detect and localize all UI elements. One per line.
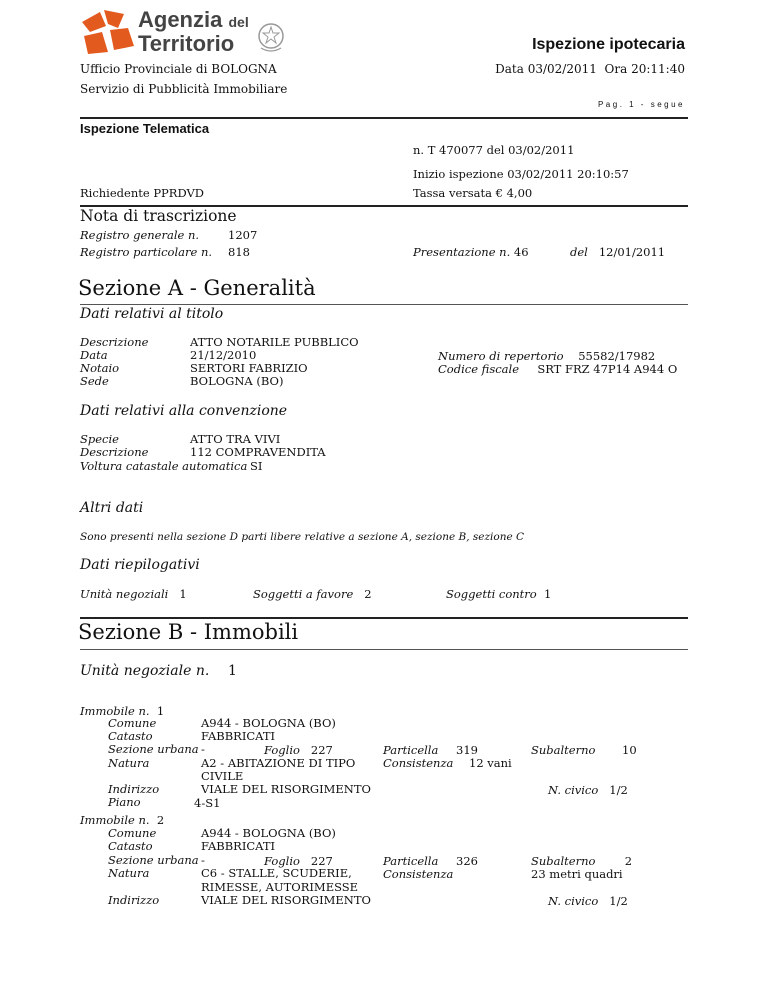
page-note: Pag. 1 - segue [597,100,685,109]
divider-5 [80,649,688,650]
immobile-1-sub-label: Subalterno [531,743,596,757]
immobile-1-particella: 319 [456,743,478,757]
altri-text: Sono presenti nella sezione D parti libere relative a sezione A, sezione B, sezione C [80,531,525,543]
service-line: Servizio di Pubblicità Immobiliare [80,82,288,96]
lbl-foglio: Foglio [264,854,300,868]
immobile-1-piano: 4-S1 [194,796,221,810]
presentazione [413,245,529,259]
riep-favore-label: Soggetti a favore [253,587,354,601]
riep-contro-value: 1 [544,587,552,601]
doc-type-title: Ispezione ipotecaria [532,36,685,53]
repertorio [438,349,655,363]
repertorio-label: Numero di repertorio [438,349,564,363]
logo-line1-small: del [228,14,249,30]
val-indirizzo: VIALE DEL RISORGIMENTO [201,782,371,797]
voltura-value: SI [250,459,263,473]
val-foglio: 227 [310,743,333,757]
titolo-heading: Dati relativi al titolo [80,306,224,322]
office-line [80,62,277,76]
logo-line2: Territorio [138,31,235,56]
val-comune: A944 - BOLOGNA (BO) [201,716,336,730]
immobile-2-header [80,813,164,827]
lbl-indirizzo: Indirizzo [108,893,160,908]
immobile-2-civico [548,894,628,908]
immobile-1-consistenza-label: Consistenza [383,756,454,770]
immobile-2-sub [531,854,632,868]
conv-descr-label: Descrizione [80,445,149,459]
immobile-2-foglio [264,854,333,868]
label-sede: Sede [80,374,109,388]
val-natura-cont: CIVILE [201,768,244,783]
nota-del [570,245,665,259]
immobile-1-labels [108,717,199,809]
inspection-number: n. T 470077 del 03/02/2011 [413,143,575,157]
immobile-2-particella-label: Particella [383,854,439,868]
label-descrizione: Descrizione [80,335,149,349]
lbl-natura: Natura [108,866,150,881]
immobile-1-particella-label: Particella [383,743,439,757]
immobile-label: Immobile n. [80,813,150,827]
immobile-2-consistenza-label: Consistenza [383,867,454,881]
inspection-title: Ispezione Telematica [80,121,210,136]
val-indirizzo: VIALE DEL RISORGIMENTO [201,893,371,908]
val-natura: C6 - STALLE, SCUDERIE, [201,866,352,881]
conv-descr-value: 112 COMPRAVENDITA [190,445,326,459]
label-data: Data [80,348,108,362]
lbl-civico: N. civico [548,783,599,797]
val-catasto: FABBRICATI [201,839,276,854]
immobile-2-consistenza: 23 metri quadri [531,867,623,881]
lbl-foglio: Foglio [264,743,300,757]
immobile-number: 1 [156,704,165,718]
time-label: Ora [604,62,628,76]
date-value: 03/02/2011 [527,62,597,76]
lbl-catasto: Catasto [108,839,153,854]
val-sezione: - [201,852,205,867]
riep-favore [253,587,372,601]
val-civico: 1/2 [609,783,628,797]
del-label: del [570,245,588,259]
office-prefix: Ufficio Provinciale di [80,62,208,76]
nota-title: Nota di trascrizione [80,207,237,225]
inspection-start: Inizio ispezione 03/02/2011 20:10:57 [413,167,629,181]
altri-heading: Altri dati [80,500,144,516]
date-time [495,62,685,76]
divider-3 [80,304,688,305]
immobile-label: Immobile n. [80,704,150,718]
lbl-subalterno: Subalterno [531,854,596,868]
office-city: BOLOGNA [211,62,277,76]
immobile-1-civico [548,783,628,797]
requester: Richiedente PPRDVD [80,186,205,200]
titolo-labels [80,336,148,388]
logo-mark-icon [80,8,136,58]
fee: Tassa versata € 4,00 [413,186,533,200]
val-catasto: FABBRICATI [201,729,276,744]
value-notaio: SERTORI FABRIZIO [190,361,308,375]
val-subalterno: 2 [624,854,633,868]
del-date: 12/01/2011 [598,245,666,259]
time-value: 20:11:40 [631,62,685,76]
convenzione-heading: Dati relativi alla convenzione [80,403,288,419]
titolo-values [190,336,359,388]
emblem-icon [256,20,286,54]
cf-value: SRT FRZ 47P14 A944 O [537,362,678,376]
unita-negoziale-value: 1 [228,663,237,679]
codice-fiscale [438,362,677,376]
sezione-a-title: Sezione A - Generalità [78,276,316,300]
unita-negoziale-label: Unità negoziale n. [80,663,210,679]
presentazione-label: Presentazione n. [413,245,511,259]
immobile-2-particella: 326 [456,854,478,868]
val-foglio: 227 [310,854,333,868]
val-natura: A2 - ABITAZIONE DI TIPO [201,755,356,770]
lbl-civico: N. civico [548,894,599,908]
value-data: 21/12/2010 [190,348,257,362]
repertorio-value: 55582/17982 [578,349,656,363]
value-descrizione: ATTO NOTARILE PUBBLICO [190,335,359,349]
val-civico: 1/2 [609,894,628,908]
immobile-1-foglio [264,743,333,757]
lbl-sezione: Sezione urbana [108,852,199,867]
riep-contro-label: Soggetti contro [446,587,537,601]
reg-part-label: Registro particolare n. [80,245,213,259]
val-sezione: - [201,742,205,757]
riep-unita-label: Unità negoziali [80,587,169,601]
value-sede: BOLOGNA (BO) [190,374,284,388]
val-comune: A944 - BOLOGNA (BO) [201,826,336,840]
specie-label: Specie [80,432,119,446]
lbl-indirizzo: Indirizzo [108,782,160,797]
lbl-catasto: Catasto [108,729,153,744]
divider-1 [80,117,688,119]
lbl-natura: Natura [108,755,150,770]
date-label: Data [495,62,524,76]
logo-line1: Agenzia [138,7,223,32]
specie-value: ATTO TRA VIVI [190,432,281,446]
cf-label: Codice fiscale [438,362,520,376]
reg-gen-value: 1207 [228,228,258,242]
val-natura-cont: RIMESSE, AUTORIMESSE [201,879,359,894]
riep-favore-value: 2 [364,587,372,601]
immobile-number: 2 [156,813,165,827]
divider-4 [80,617,688,619]
lbl-comune: Comune [108,826,157,840]
immobile-1-consistenza: 12 vani [469,756,512,770]
lbl-sezione: Sezione urbana [108,742,199,757]
reg-part-value: 818 [228,245,250,259]
immobile-1-sub: 10 [622,743,637,757]
presentazione-value: 46 [513,245,529,259]
reg-gen-label: Registro generale n. [80,228,200,242]
voltura-label: Voltura catastale automatica [80,459,248,473]
riep-unita [80,587,187,601]
lbl-piano: Piano [108,795,141,810]
sezione-b-title: Sezione B - Immobili [78,620,299,644]
riep-unita-value: 1 [179,587,187,601]
riep-heading: Dati riepilogativi [80,557,200,573]
lbl-comune: Comune [108,716,157,730]
immobile-2-labels [108,827,199,907]
label-notaio: Notaio [80,361,120,375]
logo [80,8,290,60]
